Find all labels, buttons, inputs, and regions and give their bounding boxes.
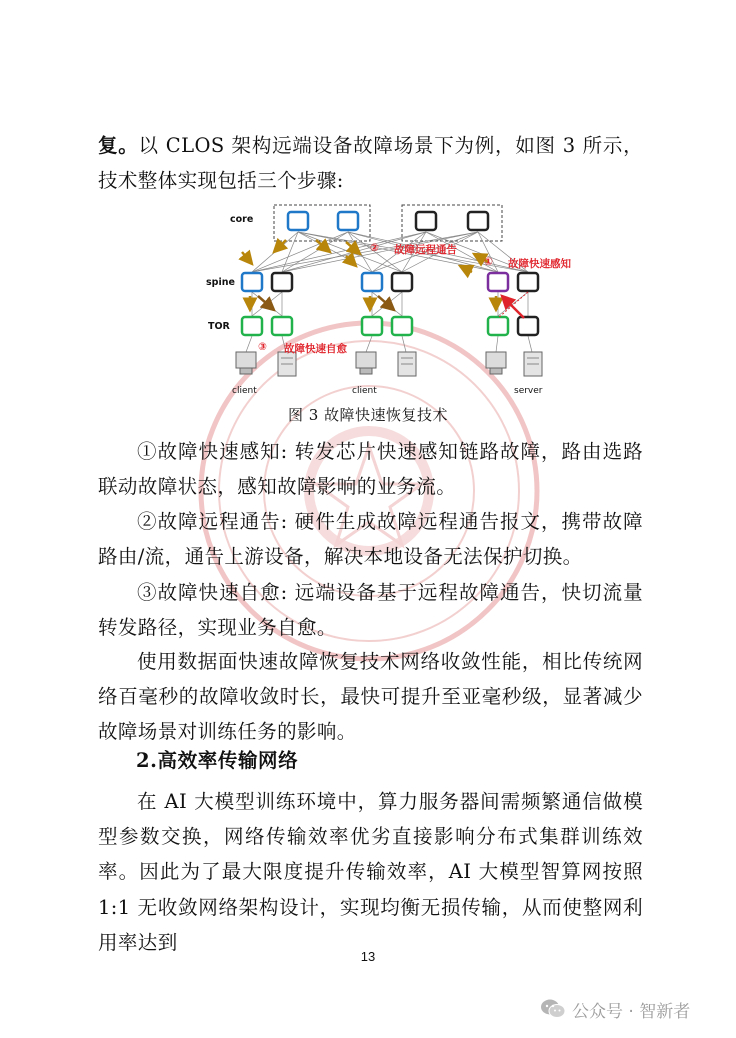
page-number: 13 [360,949,376,964]
marker-3: ③ [258,341,267,353]
spine-switch [242,273,262,291]
figure-caption: 图 3 故障快速恢复技术 [287,406,449,424]
layer-label-spine: spine [206,277,235,288]
host-server-mid [398,352,416,376]
tor-switch [272,317,292,335]
footer-text: 公众号 · 智新者 [572,1001,691,1022]
host-client-right [486,352,506,374]
core-switch [288,212,308,230]
spine-switch-faulted [488,273,508,291]
summary-paragraph: 使用数据面快速故障恢复技术网络收敛性能，相比传统网络百毫秒的故障收敛时长，最快可提升至亚毫秒级，显著减少故障场景对训练任务的影响。 [98,650,643,744]
host-client-mid [356,352,376,374]
intro-paragraph [98,128,643,198]
device-label-client-left: client [232,386,257,396]
intro-text: 以 CLOS 架构远端设备故障场景下为例，如图 3 所示，技术整体实现包括三个步骤: [98,134,644,193]
layer-label-tor: TOR [208,321,230,332]
marker-2: ② [370,242,379,254]
tor-switch [242,317,262,335]
device-label-client-mid: client [352,386,377,396]
note-fast-sense: 故障快速感知 [508,258,571,270]
layer-label-core: core [230,214,254,225]
spine-switch [518,273,538,291]
intro-bold-text: 复。 [98,134,139,157]
note-remote-notify: 故障远程通告 [394,244,457,256]
section-2-paragraph: 在 AI 大模型训练环境中，算力服务器间需频繁通信做模型参数交换，网络传输效率优劣直接影响分布式集群训练效率。因此为了最大限度提升传输效率，AI 大模型智算网按照 1:1 无收敛网络架构设计，实现均衡无损传输，从而使整网利用率达到 [98,790,643,954]
network-diagram [206,200,576,400]
spine-switch [362,273,382,291]
footer-watermark [540,995,690,1023]
step-3-paragraph: ③故障快速自愈: 远端设备基于远程故障通告，快切流量转发路径，实现业务自愈。 [98,581,643,640]
tor-switch [518,317,538,335]
core-switch [416,212,436,230]
tor-switch [362,317,382,335]
tor-switch [392,317,412,335]
host-client-left [236,352,256,374]
spine-switch [392,273,412,291]
marker-1: ① [484,256,493,268]
section-heading: 2.高效率传输网络 [136,749,299,772]
wechat-icon [540,998,566,1020]
note-self-heal: 故障快速自愈 [284,343,347,355]
core-switch [338,212,358,230]
spine-switch [272,273,292,291]
figure-fault-recovery [206,200,576,400]
host-server-right [524,352,542,376]
core-switch [468,212,488,230]
step-1-paragraph: ①故障快速感知: 转发芯片快速感知链路故障，路由选路联动故障状态，感知故障影响的业务流。 [98,440,643,499]
step-2-paragraph: ②故障远程通告: 硬件生成故障远程通告报文，携带故障路由/流，通告上游设备，解决本地设备无法保护切换。 [98,510,643,569]
fault-arrow [502,296,524,318]
tor-switch [488,317,508,335]
device-label-server: server [514,386,543,396]
